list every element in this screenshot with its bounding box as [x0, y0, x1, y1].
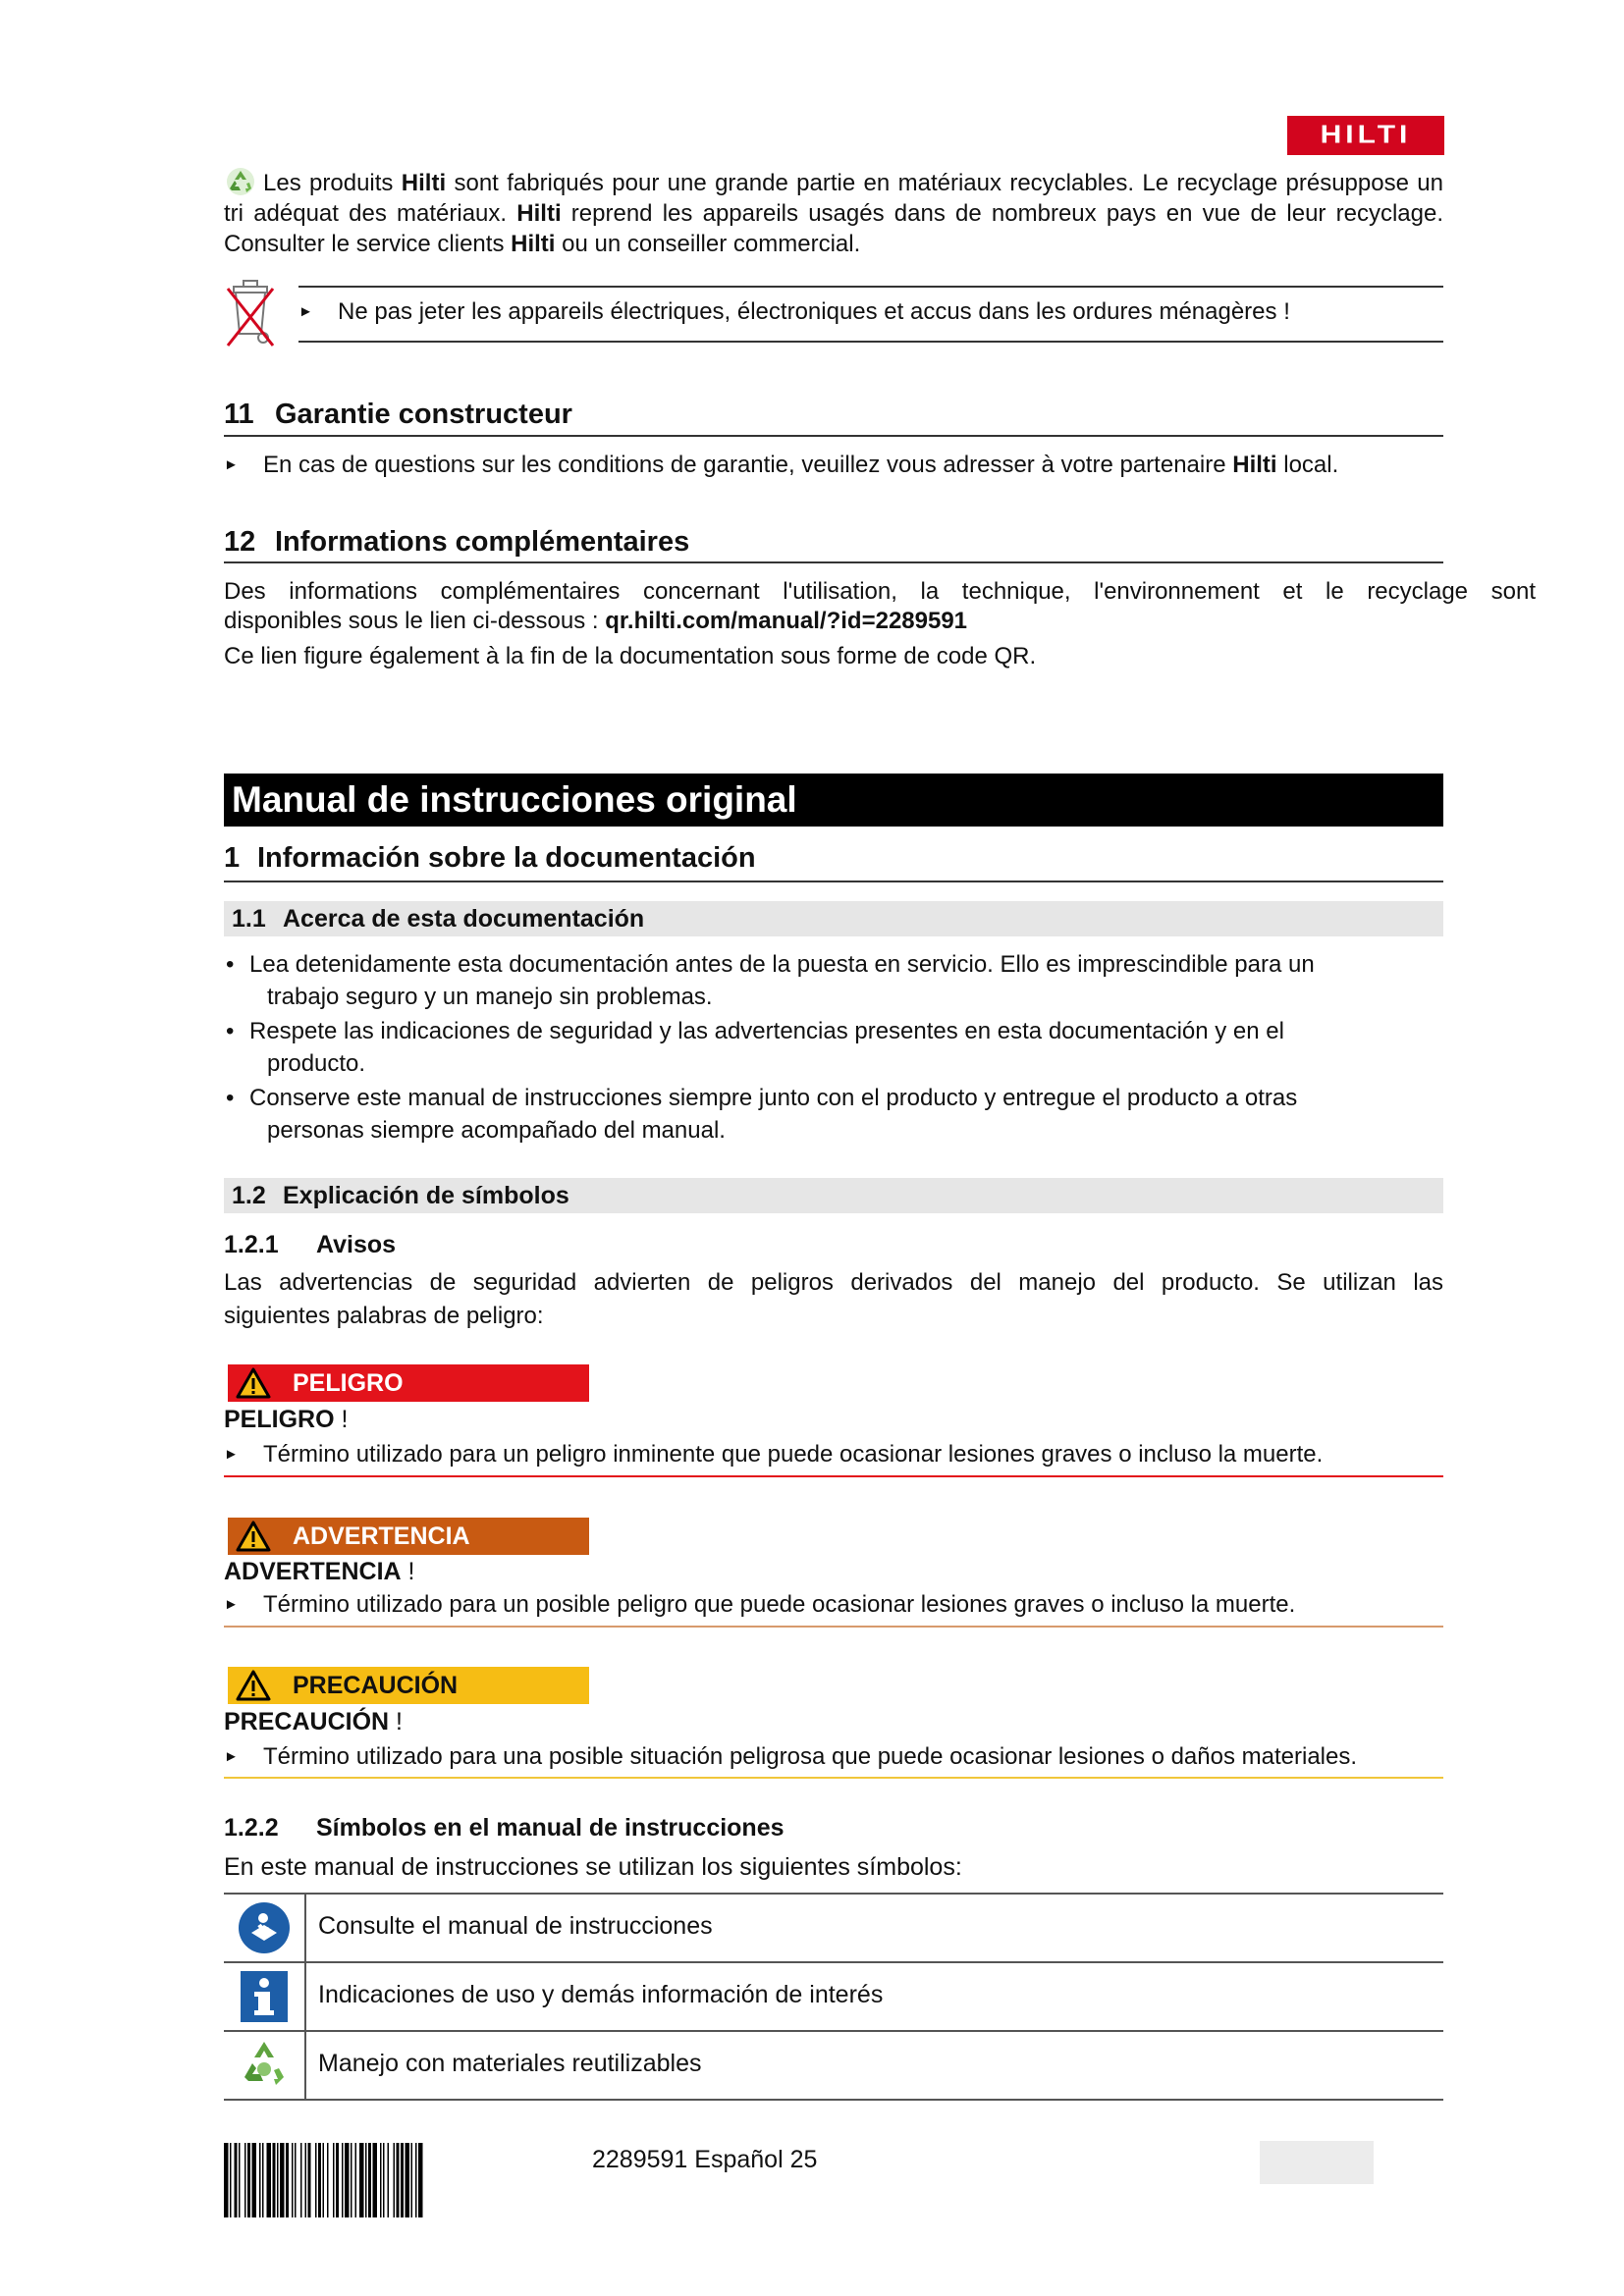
signal-badge-precaucion: PRECAUCIÓN — [228, 1667, 589, 1704]
footer-box — [1260, 2141, 1374, 2184]
divider — [298, 286, 1443, 288]
signal-word-peligro: PELIGRO ! — [224, 1406, 349, 1433]
list-item: • Conserve este manual de instrucciones siempre junto con el producto y entregue el producto a otras personas siempre acompañado del manual. — [226, 1085, 1298, 1144]
divider — [224, 881, 1443, 882]
section-12-text: Des informations complémentaires concernant l'utilisation, la technique, l'environnement et le recyclage sont disponibles sous le lien ci-dessous : qr.hilti.com/manual/?id=2289591 Ce lien figure également à la fin de la documentation sous forme de code QR. — [224, 578, 1536, 669]
symbols-table — [224, 1893, 1443, 2101]
footer-text: 2289591 Español 25 — [592, 2146, 818, 2173]
warranty-note: ► En cas de questions sur les conditions de garantie, veuillez vous adresser à votre partenaire Hilti local. — [224, 452, 1339, 478]
divider — [224, 561, 1443, 563]
signal-badge-advertencia: ADVERTENCIA — [228, 1518, 589, 1555]
hilti-logo: HILTI — [1287, 116, 1444, 155]
divider — [224, 435, 1443, 437]
symbols-intro: En este manual de instrucciones se utilizan los siguientes símbolos: — [224, 1853, 962, 1881]
divider — [224, 1475, 1443, 1477]
subsection-1-2-2-heading: 1.2.2 Símbolos en el manual de instrucciones — [224, 1814, 785, 1842]
manual-icon — [238, 1901, 291, 1954]
signal-badge-peligro: PELIGRO — [228, 1364, 589, 1402]
signal-desc-peligro: ► Término utilizado para un peligro inminente que puede ocasionar lesiones graves o incluso la muerte. — [224, 1441, 1324, 1468]
barcode — [224, 2143, 561, 2217]
list-item: • Lea detenidamente esta documentación antes de la puesta en servicio. Ello es imprescindible para un trabajo seguro y un manejo sin problemas. — [226, 951, 1315, 1010]
arrow-icon: ► — [224, 456, 239, 473]
subsection-1-2-bar: 1.2 Explicación de símbolos — [224, 1178, 1443, 1213]
list-item: • Respete las indicaciones de seguridad y las advertencias presentes en esta documentación y en el producto. — [226, 1018, 1284, 1077]
manual-link[interactable]: qr.hilti.com/manual/?id=2289591 — [605, 608, 968, 634]
table-row: Manejo con materiales reutilizables — [224, 2030, 1443, 2101]
arrow-icon: ► — [224, 1748, 239, 1765]
warning-triangle-icon — [236, 1367, 271, 1399]
divider — [224, 1777, 1443, 1779]
recycle-icon — [237, 2038, 292, 2093]
divider — [224, 1626, 1443, 1628]
signal-word-advertencia: ADVERTENCIA ! — [224, 1558, 415, 1585]
arrow-icon: ► — [224, 1446, 239, 1463]
subsection-1-2-1-heading: 1.2.1 Avisos — [224, 1231, 397, 1258]
avisos-text: Las advertencias de seguridad advierten de peligros derivados del manejo del producto. Se utilizan las siguientes palabras de peligro: — [224, 1269, 1443, 1329]
warning-triangle-icon — [236, 1670, 271, 1701]
info-icon — [239, 1969, 290, 2024]
section-12-heading: 12 Informations complémentaires — [224, 526, 690, 558]
subsection-1-1-bar: 1.1 Acerca de esta documentación — [224, 901, 1443, 936]
table-row: Consulte el manual de instrucciones — [224, 1893, 1443, 1961]
document-page — [224, 0, 1536, 2296]
section-11-heading: 11 Garantie constructeur — [224, 399, 572, 430]
arrow-icon: ► — [298, 303, 313, 320]
section-1-heading: 1 Información sobre la documentación — [224, 842, 756, 874]
warning-triangle-icon — [236, 1521, 271, 1552]
table-row: Indicaciones de uso y demás información de interés — [224, 1961, 1443, 2030]
manual-title-banner: Manual de instrucciones original — [224, 774, 1443, 827]
disposal-note: ► Ne pas jeter les appareils électriques, électroniques et accus dans les ordures ménagères ! — [298, 298, 1290, 325]
signal-desc-precaucion: ► Término utilizado para una posible situación peligrosa que puede ocasionar lesiones o daños materiales. — [224, 1743, 1358, 1770]
recycling-paragraph: Les produits Hilti sont fabriqués pour une grande partie en matériaux recyclables. Le recyclage présuppose un tri adéquat des matériaux. Hilti reprend les appareils usagés dans de nombreux pays en vue de leur recyclage. Consulter le service clients Hilti ou un conseiller commercial. — [224, 167, 1443, 259]
arrow-icon: ► — [224, 1596, 239, 1613]
crossed-bin-icon — [224, 277, 279, 353]
divider — [298, 341, 1443, 343]
signal-desc-advertencia: ► Término utilizado para un posible peligro que puede ocasionar lesiones graves o incluso la muerte. — [224, 1591, 1296, 1618]
recycle-icon — [224, 167, 257, 196]
bullet-list — [224, 948, 1510, 1148]
signal-word-precaucion: PRECAUCIÓN ! — [224, 1708, 403, 1735]
